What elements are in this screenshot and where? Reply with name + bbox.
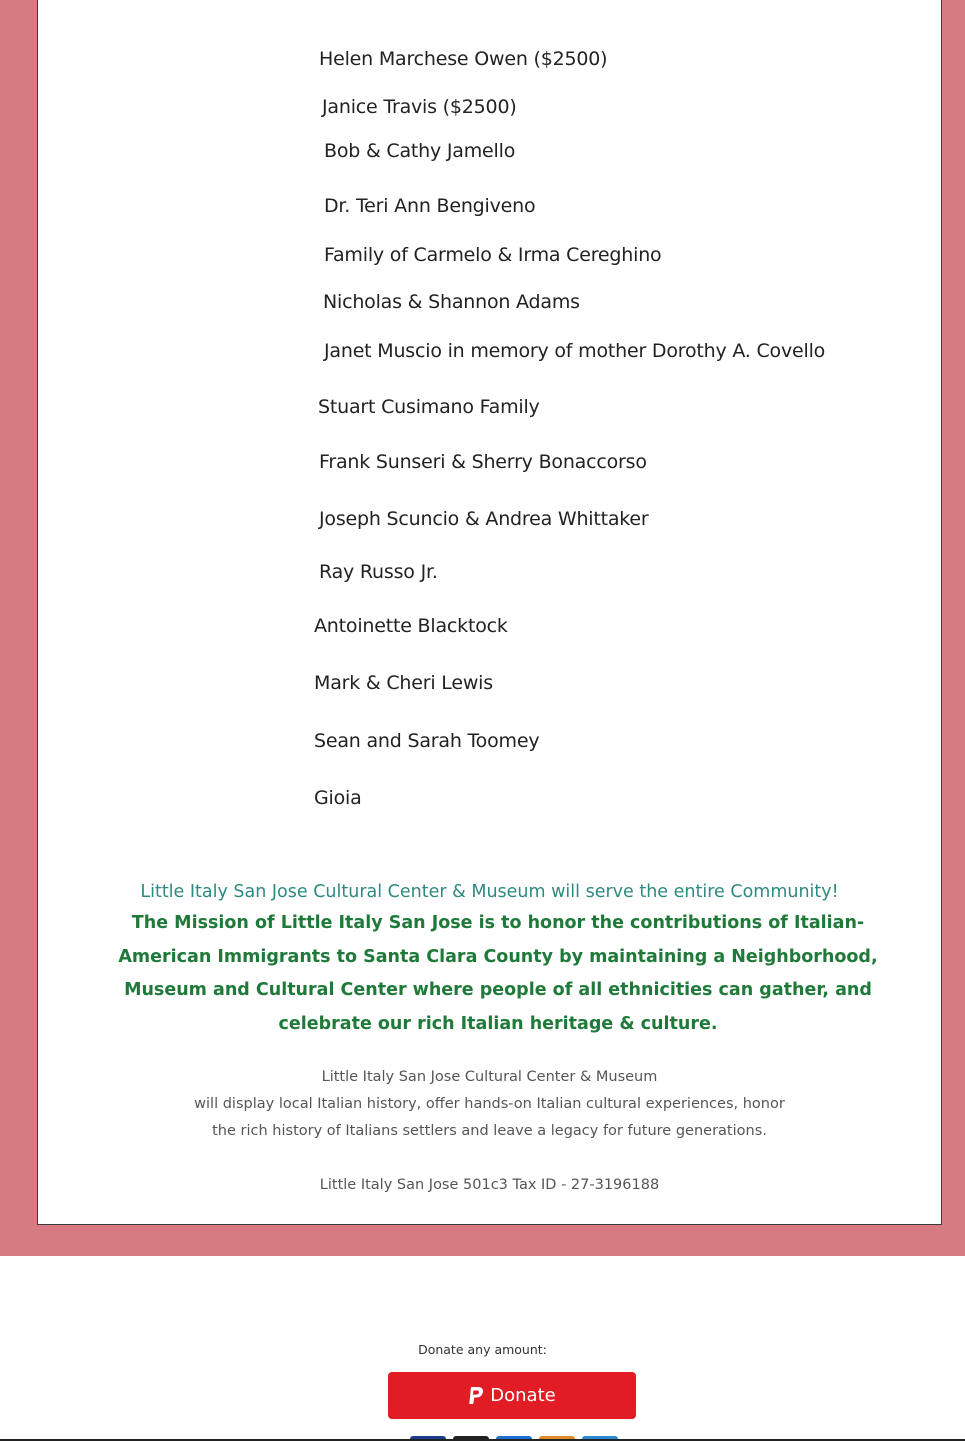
tax-id: Little Italy San Jose 501c3 Tax ID - 27-3196188 <box>319 1177 660 1193</box>
mission-statement: The Mission of Little Italy San Jose is to honor the contributions of Italian-American Immigrants to Santa Clara County by maintaining a Neighborhood, Museum and Cultural Center where people of all ethnicities can gather, and celebrate our rich Italian heritage & culture. <box>118 913 878 1034</box>
donor-name: Mark & Cheri Lewis <box>314 672 493 694</box>
paypal-icon <box>468 1386 484 1406</box>
museum-blurb-line: Little Italy San Jose Cultural Center & Museum <box>321 1069 658 1085</box>
donor-name: Joseph Scuncio & Andrea Whittaker <box>319 508 649 530</box>
donate-label: Donate any amount: <box>418 1342 547 1357</box>
community-tagline: Little Italy San Jose Cultural Center & Museum will serve the entire Community! <box>140 882 839 902</box>
donor-name: Helen Marchese Owen ($2500) <box>319 48 608 70</box>
clipped-donor-line <box>328 0 648 5</box>
donate-button-label: Donate <box>490 1385 556 1406</box>
donor-panel <box>37 0 942 1225</box>
donor-name: Sean and Sarah Toomey <box>314 730 540 752</box>
donor-name: Janet Muscio in memory of mother Dorothy A. Covello <box>324 340 826 362</box>
museum-blurb-line: will display local Italian history, offer hands-on Italian cultural experiences, honor <box>194 1096 785 1112</box>
donor-name: Ray Russo Jr. <box>319 561 438 583</box>
donor-name: Gioia <box>314 787 362 809</box>
donor-name: Frank Sunseri & Sherry Bonaccorso <box>319 451 647 473</box>
donate-button[interactable] <box>388 1372 636 1419</box>
donor-name: Dr. Teri Ann Bengiveno <box>324 195 536 217</box>
donor-name: Bob & Cathy Jamello <box>324 140 516 162</box>
donor-name: Janice Travis ($2500) <box>322 96 517 118</box>
museum-blurb-line: the rich history of Italians settlers and leave a legacy for future generations. <box>212 1123 767 1139</box>
donor-name: Stuart Cusimano Family <box>318 396 540 418</box>
donor-name: Nicholas & Shannon Adams <box>323 291 580 313</box>
donor-name: Family of Carmelo & Irma Cereghino <box>324 244 662 266</box>
donor-name: Antoinette Blacktock <box>314 615 508 637</box>
